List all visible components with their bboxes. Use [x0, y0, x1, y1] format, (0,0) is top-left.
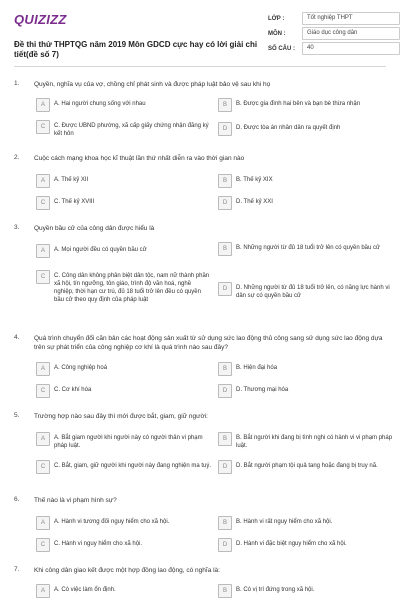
option-text: D. Hành vi đặc biệt nguy hiểm cho xã hội.: [236, 541, 347, 547]
header-divider: [14, 66, 386, 67]
option-text: A. Có việc làm ổn định.: [54, 587, 116, 593]
option-text: C. Bắt, giam, giữ người khi người này đang nghiện ma tuý.: [54, 463, 211, 469]
option-letter: A: [36, 174, 50, 188]
option-letter: B: [218, 584, 232, 598]
option-letter: D: [218, 196, 232, 210]
option-text: D. Thế kỷ XXI: [236, 199, 273, 205]
option-text: A. Bắt giam người khi người này có người thân vi phạm pháp luật.: [54, 435, 203, 449]
meta-value-subject: Giáo dục công dân: [302, 27, 400, 40]
question-number: 4.: [14, 334, 20, 341]
option-letter: A: [36, 244, 50, 258]
option-letter: B: [218, 516, 232, 530]
option-letter: C: [36, 460, 50, 474]
option-letter: A: [36, 362, 50, 376]
option-text: A. Mọi người đều có quyền bầu cử: [54, 247, 147, 253]
option-letter: D: [218, 460, 232, 474]
meta-value-class: Tốt nghiệp THPT: [302, 12, 400, 25]
option-text: B. Những người từ đủ 18 tuổi trở lên có quyền bầu cử: [236, 245, 381, 251]
option-text: D. Thương mại hóa: [236, 387, 289, 393]
meta-row-class: [268, 12, 400, 25]
option-letter: D: [218, 122, 232, 136]
header: [14, 10, 386, 64]
question-number: 6.: [14, 496, 20, 503]
option-text: B. Thế kỷ XIX: [236, 177, 273, 183]
option-text: A. Hai người chung sống với nhau: [54, 101, 146, 107]
quizizz-logo: QUIZIZZ: [14, 12, 67, 27]
option-letter: C: [36, 270, 50, 284]
question-number: 3.: [14, 224, 20, 231]
meta-row-subject: [268, 27, 400, 40]
option-letter: C: [36, 384, 50, 398]
option-text: C. Cơ khí hóa: [54, 387, 92, 393]
option-text: D. Được tòa án nhân dân ra quyết định: [236, 125, 341, 131]
question-text: Quyền, nghĩa vụ của vợ, chồng chỉ phát sinh và được pháp luật bảo vệ sau khi họ: [34, 81, 271, 88]
option-letter: A: [36, 98, 50, 112]
option-text: B. Hành vi rất nguy hiểm cho xã hội.: [236, 519, 333, 525]
question-text: Cuộc cách mạng khoa học kĩ thuật lần thứ nhất diễn ra vào thời gian nào: [34, 155, 245, 162]
meta-panel: [268, 12, 400, 55]
option-text: B. Hiện đại hóa: [236, 365, 278, 371]
option-letter: D: [218, 538, 232, 552]
meta-value-count: 40: [302, 42, 400, 55]
option-text: A. Thế kỷ XII: [54, 177, 89, 183]
option-text: B. Được gia đình hai bên và bạn bè thừa nhận: [236, 101, 361, 107]
option-letter: C: [36, 120, 50, 134]
option-text: B. Bắt người khi đang bị tình nghi có hành vi vi phạm pháp luật.: [236, 435, 393, 449]
option-text: D. Những người từ đủ 18 tuổi trở lên, có năng lực hành vi dân sự có quyền bầu cử: [236, 285, 390, 299]
option-text: B. Có vị trí đứng trong xã hội.: [236, 587, 315, 593]
option-letter: D: [218, 384, 232, 398]
option-letter: C: [36, 538, 50, 552]
option-letter: A: [36, 432, 50, 446]
option-letter: B: [218, 174, 232, 188]
question-number: 1.: [14, 80, 20, 87]
question-number: 2.: [14, 154, 20, 161]
option-letter: D: [218, 282, 232, 296]
meta-row-count: [268, 42, 400, 55]
option-letter: C: [36, 196, 50, 210]
page-title: Đề thi thử THPTQG năm 2019 Môn GDCD cực hay có lời giải chi tiết(đề số 7): [14, 40, 258, 59]
option-letter: A: [36, 516, 50, 530]
meta-label: LỚP :: [268, 15, 285, 22]
option-text: D. Bắt người phạm tội quả tang hoặc đang bị truy nã.: [236, 463, 378, 469]
question-text: Quyền bầu cử của công dân được hiểu là: [34, 225, 155, 232]
question-text: Khi công dân giao kết được một hợp đồng lao động, có nghĩa là:: [34, 567, 220, 574]
meta-label: SỐ CÂU :: [268, 45, 295, 52]
option-text: C. Hành vi nguy hiểm cho xã hội.: [54, 541, 143, 547]
question-text: Quá trình chuyển đổi căn bản các hoạt động sản xuất từ sử dụng sức lao động thủ công sang sử dụng sức lao động dựa trên sự phát triển của công nghiệp cơ khí là quá trình nào sau đây?: [34, 335, 383, 351]
option-letter: B: [218, 432, 232, 446]
option-text: C. Được UBND phường, xã cấp giấy chứng nhận đăng ký kết hôn: [54, 123, 209, 137]
option-letter: A: [36, 584, 50, 598]
option-text: C. Thế kỷ XVIII: [54, 199, 95, 205]
option-letter: B: [218, 362, 232, 376]
option-text: C. Công dân không phân biệt dân tộc, nam nữ thành phần xã hội, tín ngưỡng, tôn giáo, trình độ văn hoá, nghề nghiệp, thời hạn cư trú, đủ 18 tuổi trở lên đều có quyền bầu cử theo quy định của pháp luật: [54, 273, 210, 303]
question-text: Trường hợp nào sau đây thì mới được bắt, giam, giữ người:: [34, 413, 208, 420]
option-text: A. Công nghiệp hoá: [54, 365, 108, 371]
option-letter: B: [218, 98, 232, 112]
meta-label: MÔN :: [268, 30, 286, 37]
option-text: A. Hành vi tương đối nguy hiểm cho xã hội.: [54, 519, 170, 525]
question-number: 7.: [14, 566, 20, 573]
option-letter: B: [218, 242, 232, 256]
question-number: 5.: [14, 412, 20, 419]
question-text: Thế nào là vi phạm hình sự?: [34, 497, 117, 504]
